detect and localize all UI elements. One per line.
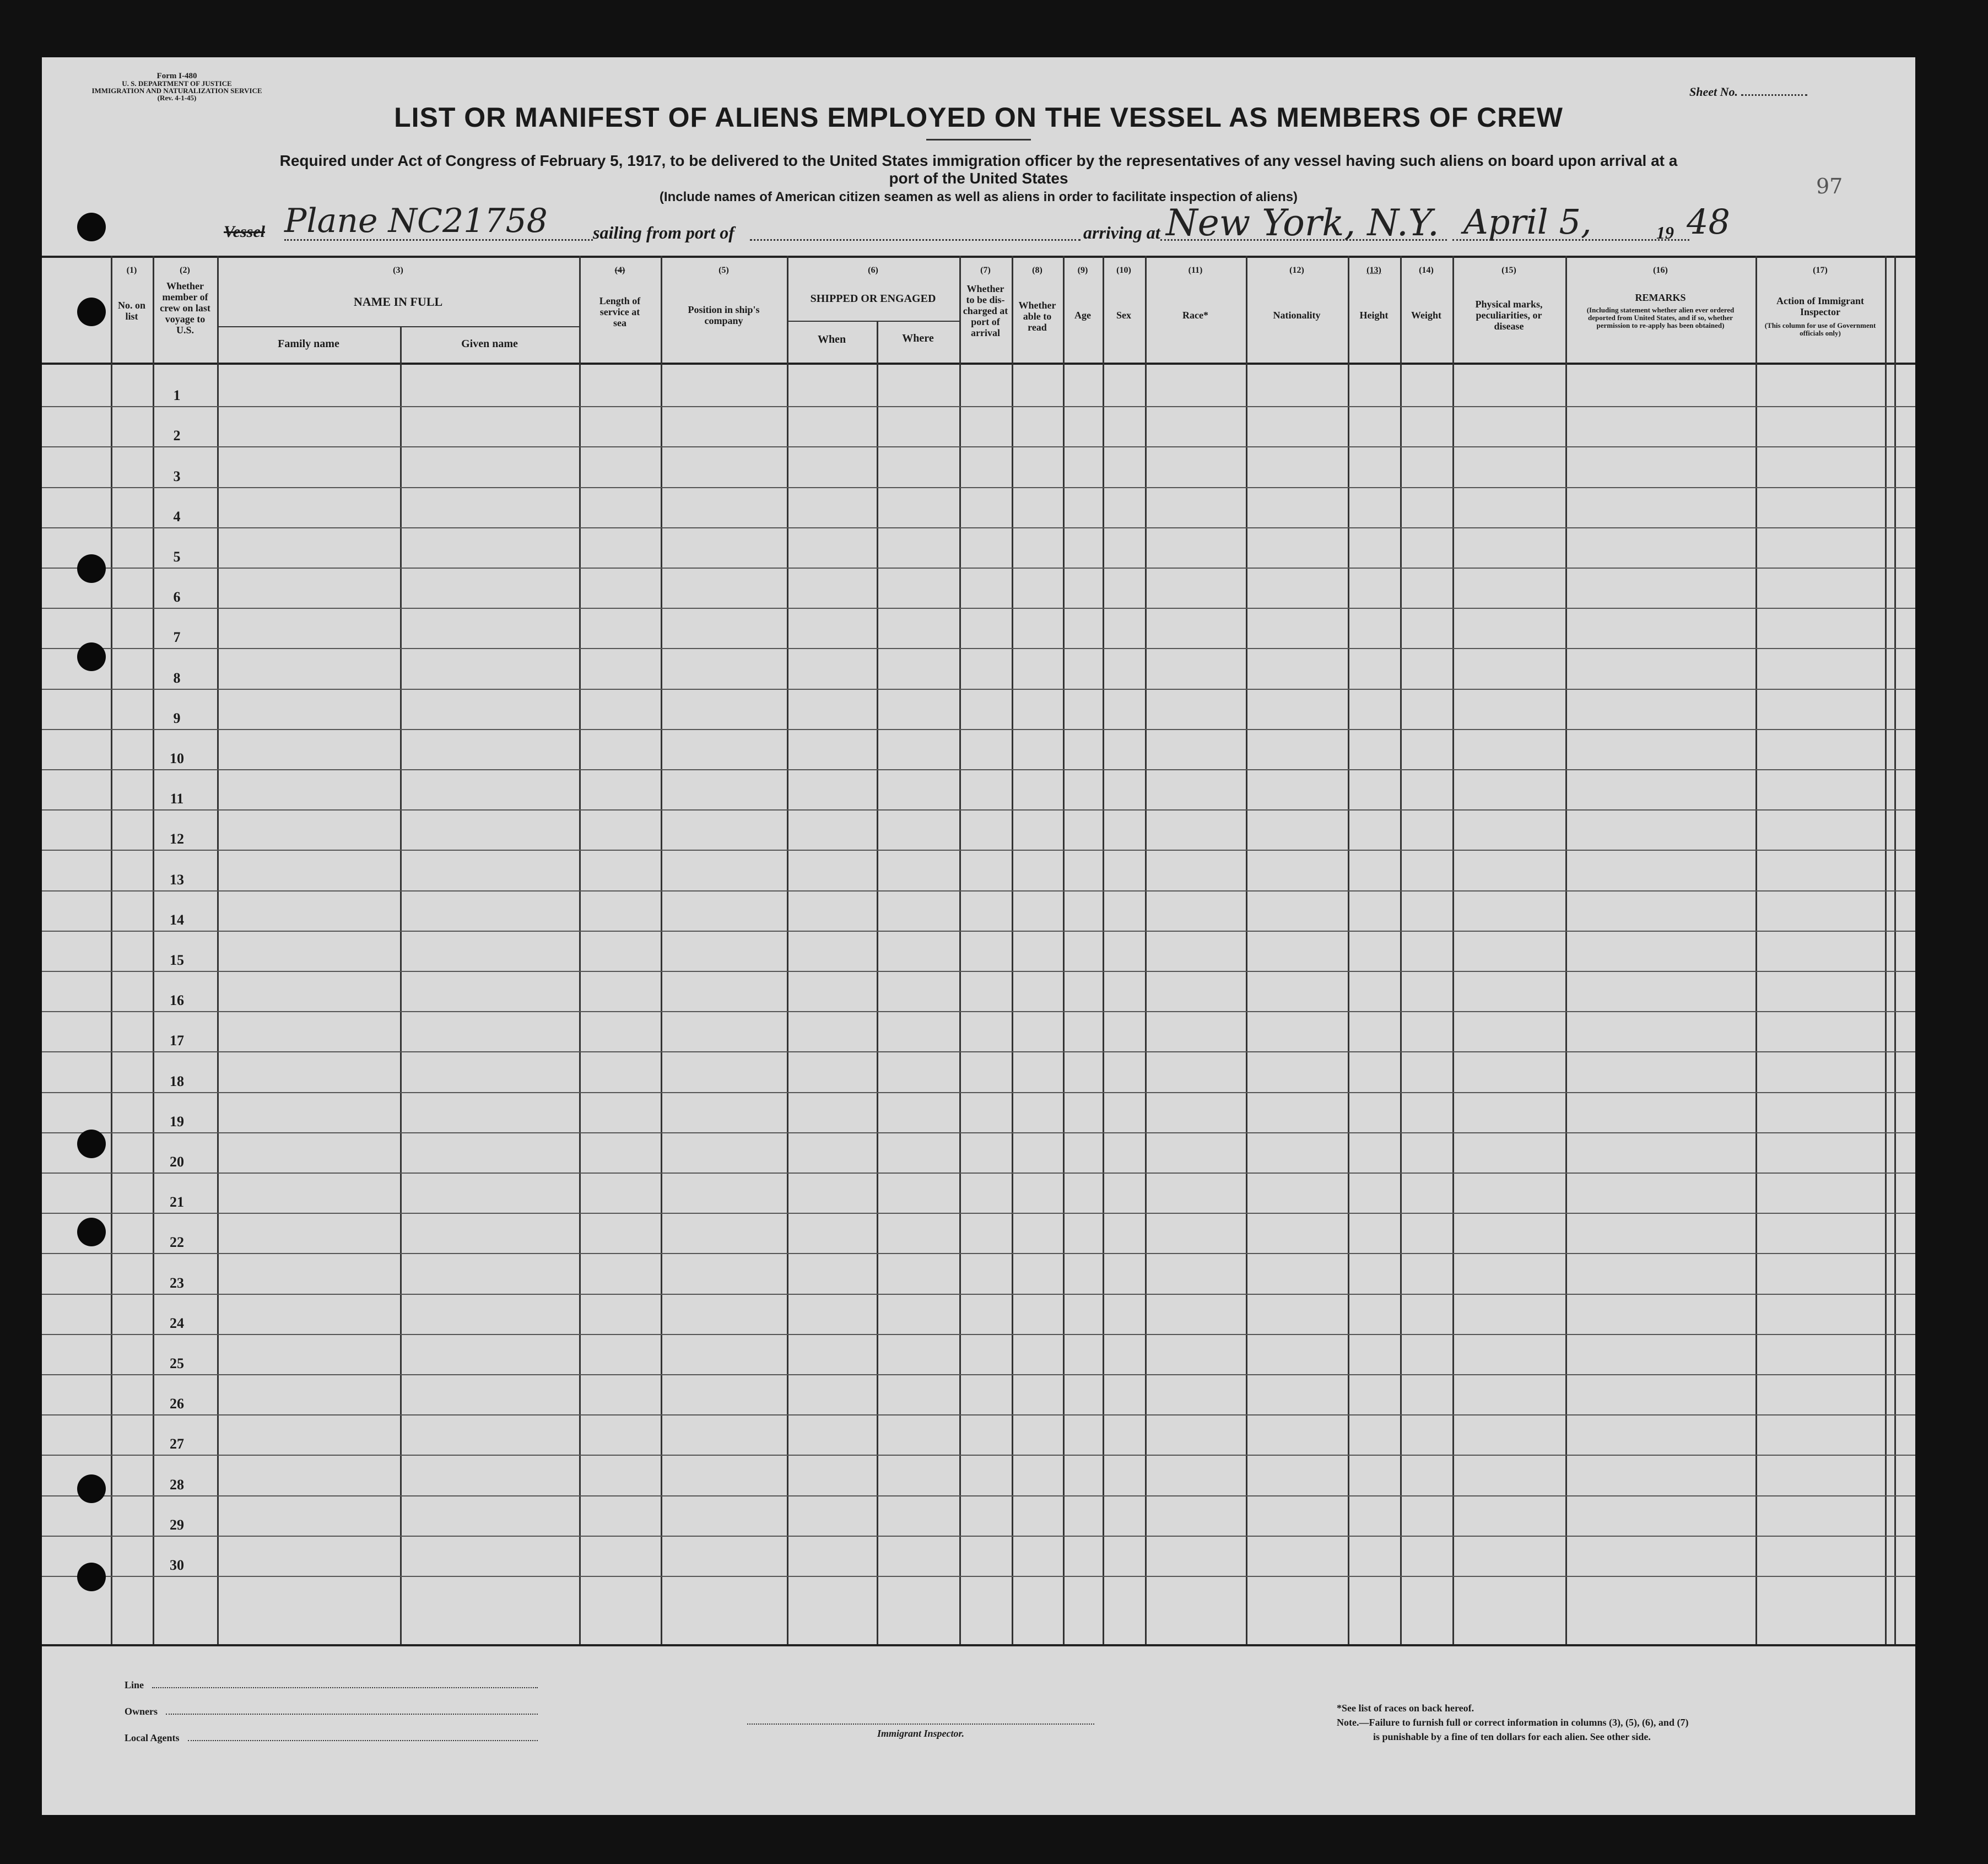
shipped-subheader-rule (787, 321, 959, 322)
row-rule (42, 809, 1915, 811)
col17-header: Action of Immigrant Inspector (1776, 295, 1864, 317)
col12-header: Nationality (1273, 310, 1321, 321)
page-title: LIST OR MANIFEST OF ALIENS EMPLOYED ON THE VESSEL AS MEMBERS OF CREW (394, 102, 1563, 133)
row-number: 4 (173, 509, 181, 525)
row-number: 21 (170, 1194, 184, 1210)
col12-number: (12) (1289, 266, 1304, 275)
owners-field[interactable] (166, 1714, 538, 1715)
col16-number: (16) (1653, 266, 1668, 275)
col-rule (1246, 256, 1247, 1644)
col4-number: (4) (614, 266, 625, 275)
row-number: 2 (173, 428, 181, 444)
when-header: When (817, 333, 846, 345)
header-bottom-rule (42, 363, 1915, 365)
row-number: 6 (173, 589, 181, 605)
row-rule (42, 487, 1915, 488)
vessel-value[interactable]: Plane NC21758 (284, 202, 548, 240)
punch-hole (77, 1563, 106, 1591)
col16-note: (Including statement whether alien ever ordered deported from United States, and if so, whether permission to re-apply has been obtained) (1586, 306, 1735, 329)
sailing-label: sailing from port of (593, 223, 734, 242)
form-id-block (91, 73, 262, 101)
row-rule (42, 1455, 1915, 1456)
row-number: 27 (170, 1436, 184, 1452)
penalty-note-line-1: Note.—Failure to furnish full or correct information in columns (3), (5), (6), and (7) (1337, 1717, 1689, 1728)
row-number: 29 (170, 1517, 184, 1533)
col10-number: (10) (1116, 266, 1131, 275)
row-rule (42, 850, 1915, 851)
col5-header: Position in ship's company (688, 304, 760, 326)
row-rule (42, 1173, 1915, 1174)
row-rule (42, 971, 1915, 972)
col-rule (217, 256, 219, 1644)
row-number: 28 (170, 1477, 184, 1493)
name-subheader-rule (217, 326, 579, 327)
col17-number: (17) (1813, 266, 1828, 275)
col-rule (1063, 256, 1065, 1644)
col16-header: REMARKS (1635, 292, 1686, 303)
row-rule (42, 446, 1915, 447)
row-number: 22 (170, 1234, 184, 1250)
punch-hole (77, 642, 106, 671)
where-header: Where (902, 332, 934, 344)
row-number: 15 (170, 952, 184, 968)
row-number: 11 (170, 791, 184, 807)
row-rule (42, 1092, 1915, 1093)
row-rule (42, 648, 1915, 649)
arriving-blank (1160, 239, 1447, 241)
row-number: 19 (170, 1114, 184, 1130)
col6-header: SHIPPED OR ENGAGED (810, 293, 936, 305)
row-rule (42, 769, 1915, 770)
col13-number: (13) (1366, 266, 1381, 275)
col-rule (1012, 256, 1013, 1644)
col1-number: (1) (126, 266, 137, 275)
row-number: 25 (170, 1355, 184, 1371)
col-rule (877, 322, 878, 1644)
col13-header: Height (1359, 310, 1389, 321)
table-bottom-rule (42, 1644, 1915, 1646)
punch-hole (77, 554, 106, 583)
agents-field[interactable] (188, 1740, 538, 1741)
row-rule (42, 1576, 1915, 1577)
col-rule (1400, 256, 1402, 1644)
row-number: 30 (170, 1557, 184, 1573)
family-name-header: Family name (278, 338, 339, 350)
arriving-value[interactable]: New York, N.Y. (1166, 202, 1439, 244)
title-underline (926, 139, 1031, 141)
page-mark: 97 (1816, 174, 1843, 198)
row-number: 7 (173, 629, 181, 645)
row-number: 13 (170, 872, 184, 888)
row-rule (42, 527, 1915, 528)
date-blank (1452, 239, 1689, 241)
col8-number: (8) (1032, 266, 1042, 275)
col6-number: (6) (868, 266, 878, 275)
row-number: 5 (173, 549, 181, 565)
subtitle-line-3: (Include names of American citizen seamen as well as aliens in order to facilitate inspection of aliens) (659, 190, 1298, 204)
punch-hole (77, 1218, 106, 1246)
row-rule (42, 608, 1915, 609)
row-rule (42, 1213, 1915, 1214)
row-rule (42, 1536, 1915, 1537)
col-rule (1755, 256, 1757, 1644)
year-prefix: 19 (1656, 223, 1674, 242)
col5-number: (5) (719, 266, 729, 275)
manifest-sheet (42, 57, 1915, 1815)
row-number: 17 (170, 1033, 184, 1049)
line-field[interactable] (152, 1687, 538, 1688)
col3-number: (3) (393, 266, 403, 275)
row-number: 1 (173, 387, 181, 403)
row-number: 12 (170, 831, 184, 847)
row-rule (42, 1414, 1915, 1415)
col4-header: Length of service at sea (599, 295, 641, 328)
row-rule (42, 1051, 1915, 1052)
row-number: 14 (170, 912, 184, 928)
subtitle-line-2: port of the United States (889, 170, 1068, 187)
sheet-number (1689, 85, 1807, 99)
row-rule (42, 1294, 1915, 1295)
row-rule (42, 1132, 1915, 1133)
agents-label: Local Agents (125, 1732, 180, 1743)
subtitle-line-1: Required under Act of Congress of February 5, 1917, to be delivered to the United States immigration officer by the representatives of any vessel having such aliens on board upon arrival at a (279, 152, 1678, 169)
col-rule (1145, 256, 1147, 1644)
punch-hole (77, 298, 106, 326)
vessel-label: Vessel (224, 223, 265, 241)
penalty-note-line-2: is punishable by a fine of ten dollars for each alien. See other side. (1373, 1731, 1651, 1742)
col-rule (787, 256, 788, 1644)
col8-header: Whether able to read (1018, 300, 1056, 333)
col-rule (400, 327, 402, 1644)
given-name-header: Given name (461, 338, 518, 350)
col-rule (1565, 256, 1567, 1644)
col2-number: (2) (180, 266, 190, 275)
row-rule (42, 890, 1915, 892)
row-number: 8 (173, 670, 181, 686)
races-note: *See list of races on back hereof. (1337, 1703, 1474, 1714)
row-rule (42, 689, 1915, 690)
row-rule (42, 1253, 1915, 1254)
row-rule (42, 568, 1915, 569)
col-rule (579, 256, 581, 1644)
col-rule (959, 256, 961, 1644)
row-rule (42, 1011, 1915, 1012)
row-number: 10 (170, 750, 184, 766)
sailing-field[interactable] (750, 239, 1081, 241)
table-top-rule (42, 256, 1915, 258)
col-rule (1452, 256, 1454, 1644)
revision-date: (Rev. 4-1-45) (157, 94, 197, 102)
col-rule (153, 256, 154, 1644)
form-number: Form I-480 (156, 72, 197, 80)
col14-header: Weight (1411, 310, 1441, 321)
row-number: 16 (170, 992, 184, 1008)
col9-number: (9) (1077, 266, 1088, 275)
arriving-label: arriving at (1083, 223, 1160, 242)
row-rule (42, 931, 1915, 932)
col-rule (1885, 256, 1887, 1644)
row-rule (42, 1334, 1915, 1335)
col-rule (111, 256, 112, 1644)
row-number: 18 (170, 1073, 184, 1089)
vessel-blank (284, 239, 593, 241)
col-rule (1348, 256, 1349, 1644)
sheet-number-label: Sheet No. (1689, 85, 1738, 99)
col15-header: Physical marks, peculiarities, or disease (1475, 299, 1543, 332)
year-value[interactable]: 48 (1687, 202, 1730, 242)
row-rule (42, 1495, 1915, 1496)
col9-header: Age (1074, 310, 1091, 321)
col1-header: No. on list (117, 300, 145, 322)
department-name: U. S. DEPARTMENT OF JUSTICE (122, 79, 232, 88)
row-rule (42, 406, 1915, 407)
row-number: 9 (173, 710, 181, 726)
date-value[interactable]: April 5, (1463, 202, 1592, 242)
row-rule (42, 729, 1915, 730)
punch-hole (77, 1130, 106, 1158)
row-number: 24 (170, 1315, 184, 1331)
sheet-number-blank[interactable] (1741, 89, 1807, 96)
owners-label: Owners (125, 1706, 158, 1717)
row-rule (42, 1374, 1915, 1375)
col11-header: Race* (1182, 310, 1208, 321)
line-label: Line (125, 1679, 144, 1690)
row-number: 3 (173, 468, 181, 484)
col-rule (1103, 256, 1104, 1644)
col-rule (1894, 256, 1896, 1644)
service-name: IMMIGRATION AND NATURALIZATION SERVICE (91, 87, 262, 95)
col3-header: NAME IN FULL (353, 295, 443, 309)
punch-hole (77, 213, 106, 241)
inspector-signature-field[interactable] (747, 1723, 1094, 1725)
col10-header: Sex (1116, 310, 1131, 321)
col17-note: (This column for use of Government officials only) (1764, 321, 1876, 337)
row-number: 26 (170, 1396, 184, 1412)
col-rule (661, 256, 662, 1644)
col15-number: (15) (1501, 266, 1516, 275)
col7-number: (7) (980, 266, 991, 275)
col7-header: Whether to be dis- charged at port of arrival (963, 283, 1008, 338)
row-number: 20 (170, 1154, 184, 1170)
col2-header: Whether member of crew on last voyage to U.S. (160, 280, 210, 336)
col14-number: (14) (1419, 266, 1434, 275)
col11-number: (11) (1188, 266, 1203, 275)
row-number: 23 (170, 1275, 184, 1291)
inspector-label: Immigrant Inspector. (877, 1728, 965, 1739)
punch-hole (77, 1474, 106, 1503)
